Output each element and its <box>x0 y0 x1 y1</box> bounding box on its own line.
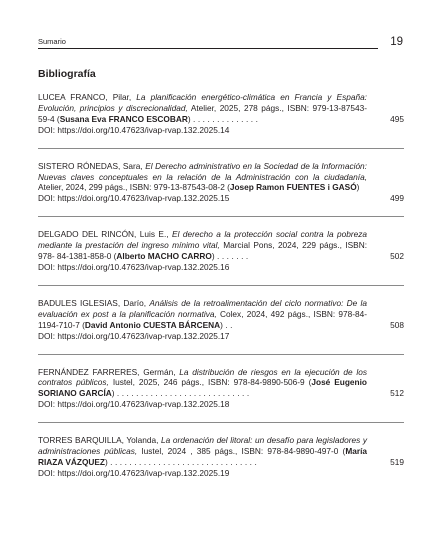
entry-page-number: 508 <box>390 319 404 330</box>
entry-page-number: 499 <box>390 193 404 204</box>
entry-author: LUCEA FRANCO, Pilar, <box>38 92 132 102</box>
entry-leader: . . <box>222 319 233 330</box>
entry-citation <box>38 92 367 125</box>
entry-page-number: 512 <box>390 388 404 399</box>
header-page-number: 19 <box>390 36 403 48</box>
entry-divider <box>38 285 404 286</box>
entry-reviewer: Susana Eva FRANCO ESCOBAR <box>59 113 188 124</box>
entry-author: SISTERO RÓNEDAS, Sara, <box>38 160 143 171</box>
entry-details: Marcial Pons, 2024, 229 págs., ISBN: 978- 84-1381-858-0 ( <box>38 240 368 262</box>
entry-citation <box>38 367 367 400</box>
entry-citation <box>38 435 367 468</box>
entry-details: Iustel, 2025, 246 págs., ISBN: 978-84-9890-506-9 ( <box>112 377 312 388</box>
bibliography-entry <box>38 92 404 136</box>
entry-divider <box>38 422 404 423</box>
entry-details: Atelier, 2024, 299 págs., ISBN: 979-13-87543-08-2 ( <box>38 182 230 193</box>
entry-title: El derecho a la protección social contra la pobreza mediante la prestación del ingreso mínimo vital, <box>38 229 367 251</box>
entry-close: ) <box>356 182 360 193</box>
entry-doi[interactable]: DOI: https://doi.org/10.47623/ivap-rvap.132.2025.14 <box>38 124 230 135</box>
entry-details: Atelier, 2025, 278 págs., ISBN: 979-13-87543-59-4 ( <box>38 102 367 124</box>
entry-page-number: 519 <box>390 456 404 467</box>
entry-reviewer: José Eugenio SORIANO GARCÍA <box>38 377 367 399</box>
entry-doi[interactable]: DOI: https://doi.org/10.47623/ivap-rvap.132.2025.16 <box>38 261 230 272</box>
entry-citation <box>38 298 367 331</box>
entry-divider <box>38 148 404 149</box>
entry-doi[interactable]: DOI: https://doi.org/10.47623/ivap-rvap.132.2025.17 <box>38 330 230 341</box>
bibliography-entry <box>38 435 404 479</box>
entry-reviewer: David Antonio CUESTA BÁRCENA <box>84 319 221 330</box>
bibliography-entry <box>38 161 404 205</box>
entry-author: FERNÁNDEZ FARRERES, Germán, <box>38 366 176 377</box>
entry-reviewer: Alberto MACHO CARRO <box>116 251 212 262</box>
entry-citation <box>38 229 367 262</box>
entry-page-number: 495 <box>390 113 404 124</box>
entry-title: La planificación energético-climática en Francia y España: Evolución, principios y discrecionalidad, <box>38 92 367 113</box>
entry-close: ) <box>105 456 108 467</box>
entry-title: La ordenación del litoral: un desafío para legisladores y administraciones públicas, <box>38 435 367 457</box>
entry-title: La distribución de riesgos en la ejecución de los contratos públicos, <box>38 366 367 388</box>
entry-details: Colex, 2024, 492 págs., ISBN: 978-84-1194-710-7 ( <box>38 308 367 330</box>
entry-doi[interactable]: DOI: https://doi.org/10.47623/ivap-rvap.132.2025.18 <box>38 399 230 410</box>
entry-leader: . . . . . . . . . . . . . . . . . . . . . . . . . . . . . . . <box>107 456 257 467</box>
entry-author: BADULES IGLESIAS, Darío, <box>38 297 147 308</box>
entry-title: Análisis de la retroalimentación del ciclo normativo: De la evaluación ex post a la planificación normativa, <box>38 297 368 319</box>
entry-leader: . . . . . . . <box>214 251 249 262</box>
entry-divider <box>38 216 404 217</box>
entry-divider <box>38 354 404 355</box>
entry-doi[interactable]: DOI: https://doi.org/10.47623/ivap-rvap.132.2025.15 <box>38 193 230 204</box>
entry-author: DELGADO DEL RINCÓN, Luis E., <box>38 229 169 240</box>
header-rule <box>38 48 378 49</box>
header-section-label: Sumario <box>38 37 66 46</box>
entry-close: ) <box>187 113 191 124</box>
entry-leader: . . . . . . . . . . . . . . <box>190 113 258 124</box>
entry-close: ) <box>111 388 115 399</box>
entry-close: ) <box>220 319 223 330</box>
entry-leader: . . . . . . . . . . . . . . . . . . . . . . . . . . . . <box>114 388 250 399</box>
bibliography-entry <box>38 229 404 273</box>
entry-reviewer: Josep Ramon FUENTES i GASÓ <box>229 182 357 193</box>
bibliography-entry <box>38 298 404 342</box>
entry-doi[interactable]: DOI: https://doi.org/10.47623/ivap-rvap.132.2025.19 <box>38 467 230 478</box>
entry-details: Iustel, 2024 , 385 págs., ISBN: 978-84-9890-497-0 ( <box>141 446 346 457</box>
entry-title: El Derecho administrativo en la Sociedad de la Información: Nuevas claves conceptuales en la relación de la Administración con la ciudadanía, <box>38 160 367 182</box>
bibliography-list <box>38 92 404 491</box>
entry-author: TORRES BARQUILLA, Yolanda, <box>38 435 159 446</box>
entry-close: ) <box>211 251 215 262</box>
bibliography-entry <box>38 367 404 411</box>
section-title: Bibliografía <box>38 68 96 80</box>
entry-citation <box>38 161 367 194</box>
entry-reviewer: María RIAZA VÁZQUEZ <box>38 446 367 467</box>
entry-page-number: 502 <box>390 251 404 262</box>
